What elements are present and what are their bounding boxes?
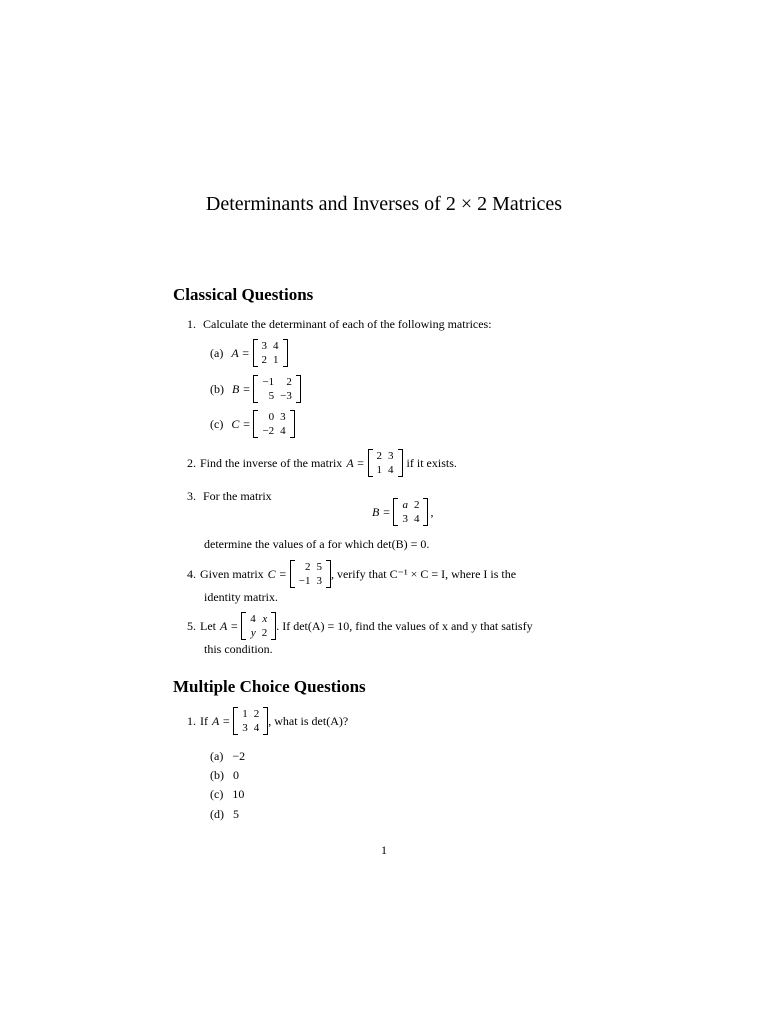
classical-q1b [210, 375, 301, 403]
page-number: 1 [381, 843, 387, 857]
matrix-cell: 4 [253, 722, 260, 734]
subpart-label: (c) [210, 417, 224, 431]
classical-q5-line2: this condition. [204, 642, 273, 656]
classical-q1 [187, 316, 492, 332]
classical-q4-line2: identity matrix. [204, 590, 278, 604]
matrix [368, 449, 403, 477]
matrix-lhs: B = [372, 505, 391, 519]
matrix-lhs: A = [220, 619, 239, 633]
display-punctuation: , [430, 505, 434, 519]
option-value: 10 [232, 787, 245, 801]
question-text: Given matrix [200, 567, 264, 581]
matrix-cell: 2 [376, 450, 383, 462]
subpart-label: (a) [210, 346, 224, 360]
matrix-cell: 3 [316, 575, 322, 587]
matrix-cell: 4 [273, 340, 279, 352]
matrix-cell: 3 [402, 513, 408, 525]
matrix-cell: 1 [242, 708, 248, 720]
classical-q2 [187, 449, 457, 477]
mc-q1 [187, 707, 348, 735]
matrix-cell: 0 [268, 411, 275, 423]
matrix-cell: 3 [388, 450, 394, 462]
matrix-b [253, 375, 300, 403]
question-number: 4. [187, 567, 196, 581]
matrix-cell: 1 [273, 354, 279, 366]
question-number: 3. [187, 489, 196, 503]
matrix-lhs: A = [231, 346, 250, 360]
matrix-cell: 4 [413, 513, 420, 525]
matrix-cell: 2 [286, 376, 292, 388]
option-value: −2 [232, 749, 246, 763]
matrix [233, 707, 268, 735]
matrix-cell: 4 [280, 425, 286, 437]
page-title: Determinants and Inverses of 2 × 2 Matrices [205, 193, 563, 215]
matrix-cell: 2 [413, 499, 420, 511]
question-text-suffix: , verify that C⁻¹ × C = I, where I is the [330, 567, 517, 581]
matrix [290, 560, 331, 588]
question-text: Let [200, 619, 216, 633]
question-text: If [200, 714, 208, 728]
matrix-cell: 2 [253, 708, 260, 720]
matrix-cell: a [402, 499, 408, 511]
subpart-label: (b) [210, 382, 224, 396]
classical-q1c [210, 410, 295, 438]
question-number: 2. [187, 456, 196, 470]
matrix-cell: 1 [376, 464, 383, 476]
matrix-cell: x [262, 613, 268, 625]
matrix-cell: 5 [316, 561, 322, 573]
matrix-cell: 3 [242, 722, 248, 734]
question-number: 5. [187, 619, 196, 633]
matrix-lhs: A = [212, 714, 231, 728]
question-number: 1. [187, 714, 196, 728]
classical-q3-line2: determine the values of a for which det(B) = 0. [204, 537, 430, 551]
option-value: 0 [233, 768, 239, 782]
matrix-cell: 4 [250, 613, 256, 625]
matrix-lhs: C = [267, 567, 287, 581]
question-text-suffix: , what is det(A)? [268, 714, 349, 728]
matrix-lhs: B = [232, 382, 251, 396]
option-label: (b) [210, 768, 224, 782]
section-heading-multiple-choice: Multiple Choice Questions [173, 677, 366, 696]
question-text-suffix: if it exists. [406, 456, 457, 470]
option-label: (d) [210, 807, 224, 821]
matrix-cell: 2 [261, 627, 268, 639]
matrix-lhs: C = [231, 417, 251, 431]
classical-q3 [187, 488, 272, 504]
matrix-cell: 3 [261, 340, 268, 352]
matrix-cell: 4 [388, 464, 394, 476]
matrix-cell: −2 [262, 425, 275, 437]
classical-q3-display [372, 498, 433, 526]
classical-q5 [187, 612, 533, 640]
matrix-cell: y [250, 627, 256, 639]
matrix-a [253, 339, 288, 367]
mc-option [210, 767, 239, 783]
matrix-cell: −1 [298, 575, 311, 587]
matrix-lhs: A = [346, 456, 365, 470]
matrix-cell: 2 [261, 354, 268, 366]
option-label: (a) [210, 749, 224, 763]
classical-q4 [187, 560, 617, 588]
matrix-cell: 5 [268, 390, 275, 402]
mc-option [210, 786, 244, 802]
question-text: Calculate the determinant of each of the following matrices: [203, 317, 492, 331]
matrix-cell: −1 [262, 376, 275, 388]
classical-q1a [210, 339, 288, 367]
option-value: 5 [233, 807, 239, 821]
matrix-cell: −3 [280, 390, 292, 402]
option-label: (c) [210, 787, 224, 801]
matrix [241, 612, 276, 640]
matrix-cell: 3 [280, 411, 286, 423]
question-text: Find the inverse of the matrix [200, 456, 343, 470]
question-text: For the matrix [203, 489, 272, 503]
mc-option [210, 748, 245, 764]
mc-option [210, 806, 239, 822]
question-text-suffix: . If det(A) = 10, find the values of x and y that satisfy [276, 619, 533, 633]
matrix-c [253, 410, 294, 438]
question-number: 1. [187, 317, 196, 331]
matrix-cell: 2 [304, 561, 311, 573]
section-heading-classical: Classical Questions [173, 285, 314, 304]
matrix [393, 498, 428, 526]
